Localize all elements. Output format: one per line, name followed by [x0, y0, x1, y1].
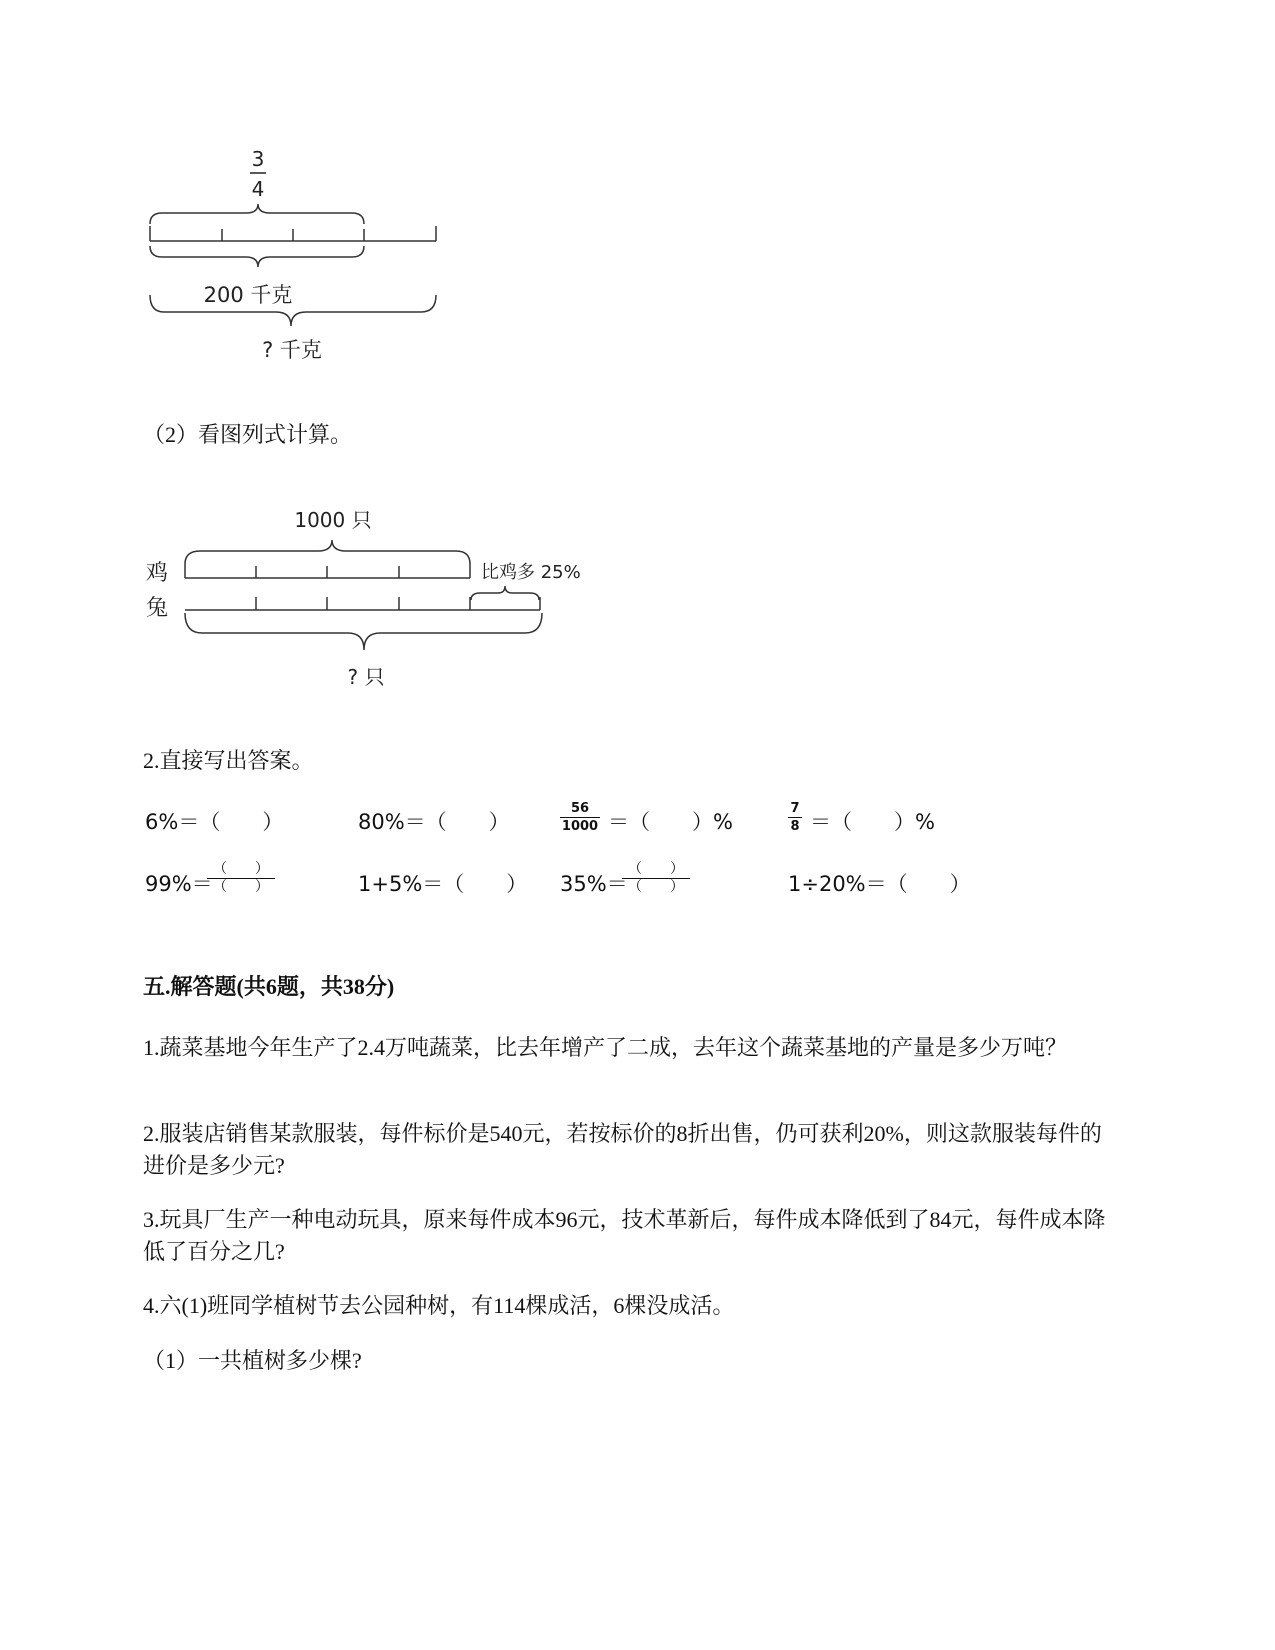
top-brace — [150, 204, 364, 224]
calc-r1-c1: 6%＝（ ） — [145, 810, 284, 834]
calc-r2-c4: 1÷20%＝（ ） — [788, 872, 971, 896]
diagram-animals — [140, 500, 600, 695]
q2-title: （2）看图列式计算。 — [143, 422, 353, 447]
extra-label: 比鸡多 25% — [481, 562, 581, 583]
fraction-7-8: 7 8 — [788, 801, 802, 834]
total-label: ? 千克 — [262, 338, 322, 362]
blank-fraction-99: （ ） （ ） — [207, 862, 275, 895]
problem-4: 4.六(1)班同学植树节去公园种树，有114棵成活，6棵没成活。 — [143, 1293, 735, 1318]
calc-r1-c3: ＝（ ）% — [608, 810, 733, 834]
calc-r2-c1: 99%＝ — [145, 872, 213, 896]
bottom-label: ? 只 — [347, 665, 385, 689]
top-label: 1000 只 — [294, 508, 372, 532]
calc-r1-c4: ＝（ ）% — [810, 810, 935, 834]
row-label-rabbit: 兔 — [146, 596, 169, 621]
problem-3: 3.玩具厂生产一种电动玩具，原来每件成本96元，技术革新后，每件成本降低到了84元，每件成本降低了百分之几? — [143, 1207, 1106, 1264]
calc-r2-c2: 1+5%＝（ ） — [358, 872, 528, 896]
part-label: 200 千克 — [203, 283, 293, 307]
section2-title: 2.直接写出答案。 — [143, 748, 314, 773]
row-label-chicken: 鸡 — [146, 561, 169, 586]
calc-r1-c2: 80%＝（ ） — [358, 810, 510, 834]
sub-question-1: （1）一共植树多少棵? — [143, 1348, 362, 1373]
blank-fraction-35: （ ） （ ） — [622, 862, 690, 895]
fraction-denominator: 4 — [251, 177, 265, 201]
part-brace — [150, 246, 364, 267]
fraction-56-1000: 56 1000 — [561, 801, 599, 834]
extra-brace — [471, 586, 539, 600]
calc-r2-c3: 35%＝ — [560, 872, 628, 896]
diagram-weight — [140, 140, 460, 370]
fraction-numerator: 3 — [251, 147, 265, 171]
problem-1: 1.蔬菜基地今年生产了2.4万吨蔬菜，比去年增产了二成，去年这个蔬菜基地的产量是多少万吨？ — [143, 1035, 1068, 1060]
problem-2: 2.服装店销售某款服装，每件标价是540元，若按标价的8折出售，仍可获利20%，则这款服装每件的进价是多少元? — [143, 1121, 1102, 1178]
total-brace — [150, 295, 436, 326]
bottom-brace — [185, 613, 542, 650]
top-brace — [185, 540, 470, 564]
section5-heading: 五.解答题(共6题，共38分) — [143, 974, 395, 999]
